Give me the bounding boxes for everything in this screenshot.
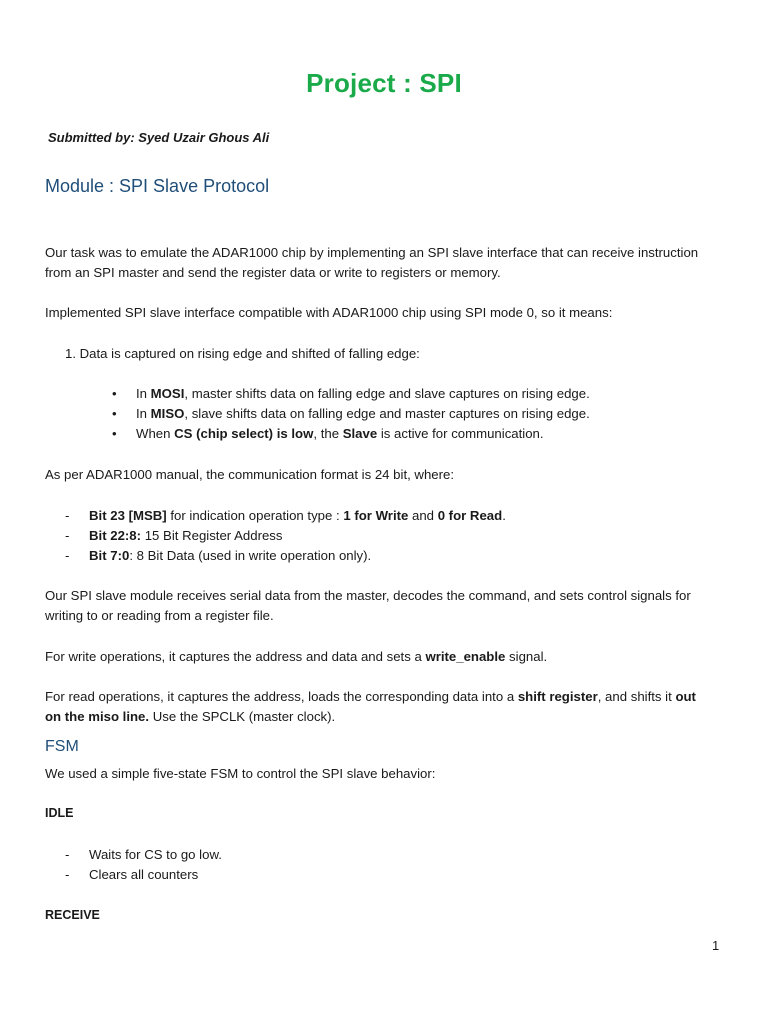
submitted-by: Submitted by: Syed Uzair Ghous Ali — [48, 130, 270, 145]
page-title: Project : SPI — [306, 68, 462, 98]
page-number: 1 — [712, 938, 720, 953]
fsm-heading: FSM — [45, 738, 79, 755]
state-receive-label: RECEIVE — [45, 908, 100, 922]
dash-symbol: - — [65, 548, 70, 563]
intro-line-2: from an SPI master and send the register data or write to registers or memory. — [45, 265, 501, 280]
state-idle-label: IDLE — [45, 806, 74, 820]
bullet-symbol: • — [112, 406, 117, 421]
write-operations: For write operations, it captures the address and data and sets a write_enable signal. — [45, 649, 548, 664]
document-page: Project : SPI Submitted by: Syed Uzair Ghous Ali Module : SPI Slave Protocol Our task was to emulate the ADAR1000 chip by implementing an SPI slave interface that can receive instruction from an SPI master and send the register data or write to registers or memory. Implemented SPI slave interface compatible with ADAR1000 chip using SPI mode 0, so it means: 1. Data is captured on rising edge and shifted of falling edge: • In MOSI, master shifts data on falling edge and slave captures on rising edge. • In MISO, slave shifts data on falling edge and master captures on rising edge. • When CS (chip select) is low, the Slave is active for communication. As per ADAR1000 manual, the communication format is 24 bit, where: - Bit 23 [MSB] for indication operation type : 1 for Write and 0 for Read. - Bit 22:8: 15 Bit Register Address - Bit 7:0: 8 Bit Data (used in write operation only). Our SPI slave module receives serial data from the master, decodes the command, and sets control signals for writing to or reading from a register file. For write operations, it captures the address and data and sets a write_enable signal. For read operations, it captures the address, loads the corresponding data into a shift register, and shifts it out on the miso line. Use the SPCLK (master clock). FSM We used a simple five-state FSM to control the SPI slave behavior: IDLE - Waits for CS to go low. - Clears all counters RECEIVE 1 — [0, 0, 768, 1024]
intro-paragraph — [45, 243, 735, 283]
numbered-item: 1. Data is captured on rising edge and shifted of falling edge: — [65, 346, 420, 361]
read-operations: For read operations, it captures the address, loads the corresponding data into a shift register, and shifts it out on the miso line. Use the SPCLK (master clock). — [45, 689, 696, 724]
module-heading: Module : SPI Slave Protocol — [45, 176, 270, 196]
dash-symbol: - — [65, 847, 70, 862]
bullet-symbol: • — [112, 426, 117, 441]
bullet-symbol: • — [112, 386, 117, 401]
implemented-paragraph: Implemented SPI slave interface compatible with ADAR1000 chip using SPI mode 0, so it means: — [45, 305, 613, 320]
intro-line-1: Our task was to emulate the ADAR1000 chip by implementing an SPI slave interface that can receive instruction — [45, 245, 699, 260]
dash-symbol: - — [65, 528, 70, 543]
format-paragraph: As per ADAR1000 manual, the communication format is 24 bit, where: — [45, 467, 455, 482]
dash-symbol: - — [65, 508, 70, 523]
fsm-intro: We used a simple five-state FSM to control the SPI slave behavior: — [45, 766, 436, 781]
module-description: Our SPI slave module receives serial data from the master, decodes the command, and sets control signals for writing to or reading from a register file. — [45, 588, 691, 623]
dash-symbol: - — [65, 867, 70, 882]
